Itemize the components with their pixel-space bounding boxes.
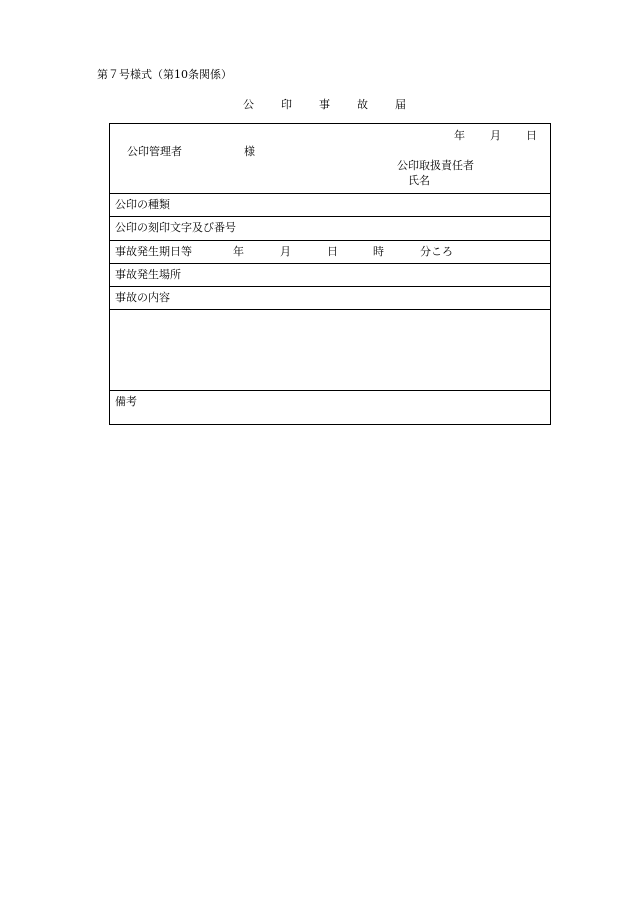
- occurrence-place-label: 事故発生場所: [115, 268, 181, 281]
- occurrence-month-label: 月: [280, 245, 291, 258]
- date-day-label: 日: [526, 129, 537, 142]
- remarks-row: [110, 391, 550, 424]
- date-month-label: 月: [490, 129, 501, 142]
- seal-text-number-label: 公印の刻印文字及び番号: [115, 221, 236, 234]
- seal-type-row: [110, 194, 550, 217]
- occurrence-day-label: 日: [327, 245, 338, 258]
- occurrence-year-label: 年: [233, 245, 244, 258]
- incident-content-label-row: [110, 287, 550, 310]
- occurrence-datetime-label: 事故発生期日等: [115, 245, 192, 258]
- occurrence-place-row: [110, 264, 550, 287]
- incident-report-form: [109, 123, 551, 425]
- remarks-label: 備考: [115, 395, 137, 408]
- occurrence-datetime-row: [110, 241, 550, 264]
- page-title: 公印事故届: [243, 98, 433, 111]
- occurrence-hour-label: 時: [373, 245, 384, 258]
- seal-text-number-row: [110, 217, 550, 241]
- incident-content-body: [110, 310, 550, 391]
- occurrence-minute-label: 分ころ: [420, 245, 453, 258]
- form-number: 第７号様式（第10条関係）: [97, 68, 232, 81]
- addressee-label: 公印管理者: [127, 145, 182, 158]
- incident-content-label: 事故の内容: [115, 291, 170, 304]
- seal-type-label: 公印の種類: [115, 198, 170, 211]
- submitter-role-label: 公印取扱責任者: [397, 159, 474, 172]
- submitter-name-label: 氏名: [408, 174, 430, 187]
- header-section: [110, 124, 550, 194]
- date-year-label: 年: [454, 129, 465, 142]
- honorific-label: 様: [244, 145, 255, 158]
